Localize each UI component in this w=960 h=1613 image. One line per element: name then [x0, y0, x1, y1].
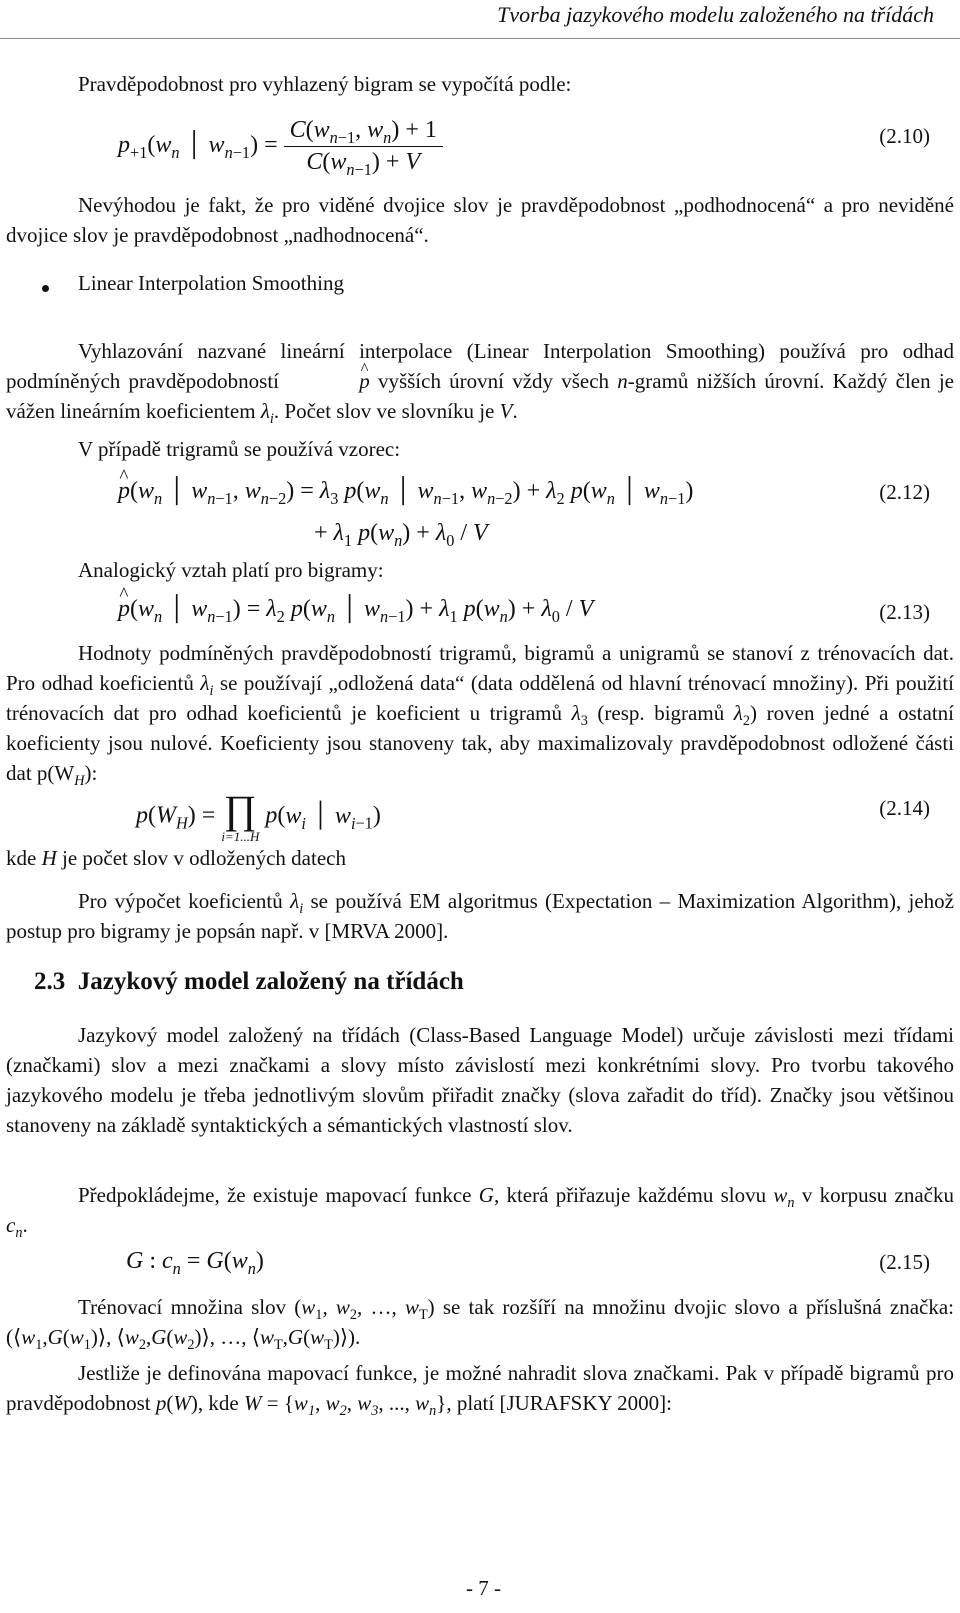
class-based-paragraph: Jazykový model založený na třídách (Class-Based Language Model) určuje závislosti mezi třídami (značkami) slov a mezi značkami a slovy místo závislostí mezi konkrétními slovy. Pro tvorbu takového jazykového modelu je třeba jednotlivým slovům přiřadit značky (slova zařadit do tříd). Značky jsou většinou stanoveny na základě syntaktických a sémantických vlastností slov.	[6, 1023, 954, 1137]
page-number: - 7 -	[466, 1576, 501, 1600]
bigram-intro-text: Pravděpodobnost pro vyhlazený bigram se vypočítá podle:	[78, 72, 572, 96]
equation-2-10: $p_{+1}(w_n$ │ $w_{n-1}$) = $\frac{C(w_{n-1}, w_n) + 1}{C(w_{n-1}) + V}$	[118, 117, 443, 176]
section-heading	[34, 968, 464, 996]
equation-2-12-line-1: ^ $p(w_n$ │ $w_{n-1}$, $w_{n-2}) = \lambda_3$ $p(w_n$ │ $w_{n-1}$, $w_{n-2}) + \lambda_2$ $p(w_n$ │ $w_{n-1}$)	[118, 478, 693, 505]
equation-number-2-13: (2.13)	[879, 600, 930, 624]
equation-2-15: G : $c_n = G(w_n)$	[126, 1248, 264, 1278]
section-title: Jazykový model založený na třídách	[77, 968, 464, 995]
section-number: 2.3	[34, 968, 66, 995]
drawback-paragraph: Nevýhodou je fakt, že pro viděné dvojice slov je pravděpodobnost „podhodnocená“ a pro neviděné dvojice slov je pravděpodobnost „nadhodnocená“.	[6, 193, 954, 247]
equation-2-12-line-2: + $\lambda_1$ $p(w_n) + \lambda_0 / V$	[314, 520, 488, 550]
bigram-analog-text: Analogický vztah platí pro bigramy:	[78, 558, 384, 582]
header-rule	[0, 38, 960, 39]
training-set-paragraph: Trénovací množina slov ($w_1$, $w_2$, …, $w_T$) se tak rozšíří na množinu dvojic slovo a příslušná značka: ($⟨w_1,G(w_1)⟩$, $⟨w_2,G(w_2)⟩$, …, $⟨w_T,G(w_T)⟩$).	[6, 1295, 954, 1354]
where-h-text: kde H je počet slov v odložených datech	[6, 846, 346, 870]
mapping-paragraph: Předpokládejme, že existuje mapovací funkce G, která přiřazuje každému slovu $w_n$ v korpusu značku $c_n$.	[6, 1183, 954, 1242]
equation-2-13: ^ $p(w_n$ │ $w_{n-1}) = \lambda_2$ $p(w_n$ │ $w_{n-1}) + \lambda_1$ $p(w_n) + \lambda_0 / V$	[118, 596, 593, 623]
equation-number-2-15: (2.15)	[879, 1250, 930, 1274]
equation-2-14: $p(W_H)$ = ∏ i=1...H $p(w_i$ │ $w_{i-1}$)	[136, 787, 381, 844]
em-paragraph: Pro výpočet koeficientů $\lambda_i$ se používá EM algoritmus (Expectation – Maximization Algorithm), jehož postup pro bigramy je popsán např. v [MRVA 2000].	[6, 889, 954, 943]
equation-number-2-12: (2.12)	[879, 480, 930, 504]
bullet-heading: Linear Interpolation Smoothing	[78, 271, 344, 295]
values-paragraph: Hodnoty podmíněných pravděpodobností trigramů, bigramů a unigramů se stanoví z trénovacích dat. Pro odhad koeficientů $\lambda_i$ se používají „odložená data“ (data oddělená od hlavní trénovací množiny). Při použití trénovacích dat pro odhad koeficientů je koeficient u trigramů $\lambda_3$ (resp. bigramů $\lambda_2$) roven jedné a ostatní koeficienty jsou nulové. Koeficienty jsou stanoveny tak, aby maximalizovaly pravděpodobnost odložené části dat $p(W_H)$:	[6, 641, 955, 790]
trigram-intro-text: V případě trigramů se používá vzorec:	[78, 437, 401, 461]
bigrams-paragraph: Jestliže je definována mapovací funkce, je možné nahradit slova značkami. Pak v případě bigramů pro pravděpodobnost p(W), kde $W = \{w_1$, $w_2$, $w_3$, ..., $w_n$}, platí [JURAFSKY 2000]:	[6, 1361, 954, 1420]
equation-number-2-14: (2.14)	[879, 796, 930, 820]
running-header: Tvorba jazykového modelu založeného na třídách	[497, 2, 934, 27]
equation-number-2-10: (2.10)	[879, 124, 930, 148]
product-symbol: ∏ i=1...H	[221, 787, 260, 844]
linear-interpolation-paragraph: Vyhlazování nazvané lineární interpolace (Linear Interpolation Smoothing) používá pro odhad podmíněných pravděpodobností ^ p vyšších úrovní vždy všech n-gramů nižších úrovní. Každý člen je vážen lineárním koeficientem $\lambda_i$. Počet slov ve slovníku je V.	[6, 336, 954, 426]
bullet-icon	[42, 285, 49, 292]
